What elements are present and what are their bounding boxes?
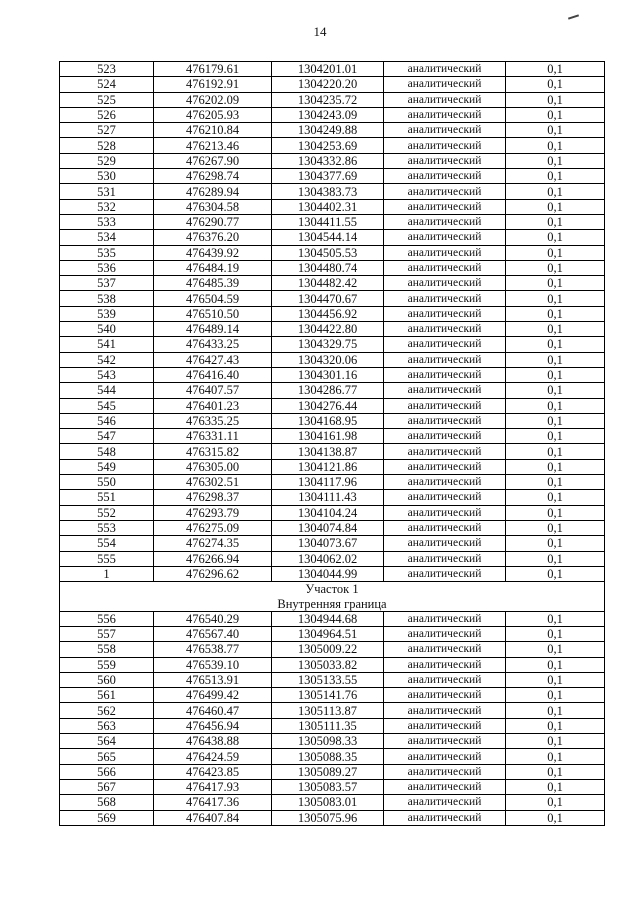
- x-coordinate-cell: 476540.29: [154, 611, 272, 626]
- x-coordinate-cell: 476438.88: [154, 734, 272, 749]
- point-number-cell: 531: [60, 184, 154, 199]
- method-cell: аналитический: [384, 291, 506, 306]
- method-cell: аналитический: [384, 551, 506, 566]
- table-row: [60, 536, 605, 551]
- y-coordinate-cell: 1304117.96: [272, 475, 384, 490]
- point-number-cell: 560: [60, 672, 154, 687]
- y-coordinate-cell: 1305089.27: [272, 764, 384, 779]
- point-number-cell: 557: [60, 626, 154, 641]
- x-coordinate-cell: 476179.61: [154, 62, 272, 77]
- y-coordinate-cell: 1304121.86: [272, 459, 384, 474]
- accuracy-cell: 0,1: [506, 352, 605, 367]
- y-coordinate-cell: 1305009.22: [272, 642, 384, 657]
- accuracy-cell: 0,1: [506, 214, 605, 229]
- point-number-cell: 567: [60, 779, 154, 794]
- table-row: [60, 642, 605, 657]
- method-cell: аналитический: [384, 718, 506, 733]
- x-coordinate-cell: 476567.40: [154, 626, 272, 641]
- accuracy-cell: 0,1: [506, 795, 605, 810]
- accuracy-cell: 0,1: [506, 398, 605, 413]
- y-coordinate-cell: 1304456.92: [272, 306, 384, 321]
- table-row: [60, 734, 605, 749]
- point-number-cell: 547: [60, 429, 154, 444]
- y-coordinate-cell: 1304944.68: [272, 611, 384, 626]
- accuracy-cell: 0,1: [506, 536, 605, 551]
- table-row: [60, 718, 605, 733]
- y-coordinate-cell: 1304377.69: [272, 169, 384, 184]
- method-cell: аналитический: [384, 398, 506, 413]
- y-coordinate-cell: 1305098.33: [272, 734, 384, 749]
- table-row: [60, 611, 605, 626]
- method-cell: аналитический: [384, 779, 506, 794]
- method-cell: аналитический: [384, 367, 506, 382]
- method-cell: аналитический: [384, 520, 506, 535]
- accuracy-cell: 0,1: [506, 92, 605, 107]
- method-cell: аналитический: [384, 199, 506, 214]
- y-coordinate-cell: 1304104.24: [272, 505, 384, 520]
- point-number-cell: 564: [60, 734, 154, 749]
- method-cell: аналитический: [384, 657, 506, 672]
- method-cell: аналитический: [384, 352, 506, 367]
- table-row: [60, 383, 605, 398]
- method-cell: аналитический: [384, 672, 506, 687]
- method-cell: аналитический: [384, 322, 506, 337]
- table-row: [60, 62, 605, 77]
- y-coordinate-cell: 1304422.80: [272, 322, 384, 337]
- point-number-cell: 545: [60, 398, 154, 413]
- point-number-cell: 556: [60, 611, 154, 626]
- y-coordinate-cell: 1304505.53: [272, 245, 384, 260]
- point-number-cell: 539: [60, 306, 154, 321]
- y-coordinate-cell: 1304383.73: [272, 184, 384, 199]
- x-coordinate-cell: 476513.91: [154, 672, 272, 687]
- point-number-cell: 541: [60, 337, 154, 352]
- method-cell: аналитический: [384, 459, 506, 474]
- accuracy-cell: 0,1: [506, 123, 605, 138]
- method-cell: аналитический: [384, 795, 506, 810]
- table-top-body: [60, 62, 605, 582]
- x-coordinate-cell: 476274.35: [154, 536, 272, 551]
- x-coordinate-cell: 476298.74: [154, 169, 272, 184]
- y-coordinate-cell: 1304402.31: [272, 199, 384, 214]
- x-coordinate-cell: 476298.37: [154, 490, 272, 505]
- point-number-cell: 532: [60, 199, 154, 214]
- table-row: [60, 138, 605, 153]
- point-number-cell: 524: [60, 77, 154, 92]
- point-number-cell: 565: [60, 749, 154, 764]
- x-coordinate-cell: 476484.19: [154, 260, 272, 275]
- x-coordinate-cell: 476489.14: [154, 322, 272, 337]
- x-coordinate-cell: 476289.94: [154, 184, 272, 199]
- y-coordinate-cell: 1305113.87: [272, 703, 384, 718]
- accuracy-cell: 0,1: [506, 551, 605, 566]
- y-coordinate-cell: 1304544.14: [272, 230, 384, 245]
- table-row: [60, 672, 605, 687]
- table-row: [60, 260, 605, 275]
- table-row: [60, 77, 605, 92]
- y-coordinate-cell: 1304320.06: [272, 352, 384, 367]
- table-row: [60, 107, 605, 122]
- x-coordinate-cell: 476205.93: [154, 107, 272, 122]
- y-coordinate-cell: 1304276.44: [272, 398, 384, 413]
- x-coordinate-cell: 476401.23: [154, 398, 272, 413]
- point-number-cell: 538: [60, 291, 154, 306]
- point-number-cell: 544: [60, 383, 154, 398]
- y-coordinate-cell: 1304329.75: [272, 337, 384, 352]
- x-coordinate-cell: 476213.46: [154, 138, 272, 153]
- method-cell: аналитический: [384, 230, 506, 245]
- table-row: [60, 749, 605, 764]
- table-row: [60, 764, 605, 779]
- x-coordinate-cell: 476416.40: [154, 367, 272, 382]
- accuracy-cell: 0,1: [506, 749, 605, 764]
- y-coordinate-cell: 1304220.20: [272, 77, 384, 92]
- accuracy-cell: 0,1: [506, 657, 605, 672]
- table-row: [60, 337, 605, 352]
- point-number-cell: 559: [60, 657, 154, 672]
- table-row: [60, 413, 605, 428]
- x-coordinate-cell: 476538.77: [154, 642, 272, 657]
- accuracy-cell: 0,1: [506, 734, 605, 749]
- method-cell: аналитический: [384, 169, 506, 184]
- table-row: [60, 810, 605, 825]
- x-coordinate-cell: 476424.59: [154, 749, 272, 764]
- point-number-cell: 549: [60, 459, 154, 474]
- accuracy-cell: 0,1: [506, 337, 605, 352]
- point-number-cell: 562: [60, 703, 154, 718]
- accuracy-cell: 0,1: [506, 459, 605, 474]
- accuracy-cell: 0,1: [506, 169, 605, 184]
- point-number-cell: 536: [60, 260, 154, 275]
- table-row: [60, 459, 605, 474]
- accuracy-cell: 0,1: [506, 626, 605, 641]
- point-number-cell: 563: [60, 718, 154, 733]
- accuracy-cell: 0,1: [506, 688, 605, 703]
- point-number-cell: 527: [60, 123, 154, 138]
- y-coordinate-cell: 1304411.55: [272, 214, 384, 229]
- y-coordinate-cell: 1304161.98: [272, 429, 384, 444]
- x-coordinate-cell: 476427.43: [154, 352, 272, 367]
- point-number-cell: 523: [60, 62, 154, 77]
- y-coordinate-cell: 1304062.02: [272, 551, 384, 566]
- x-coordinate-cell: 476192.91: [154, 77, 272, 92]
- x-coordinate-cell: 476417.93: [154, 779, 272, 794]
- point-number-cell: 554: [60, 536, 154, 551]
- table-row: [60, 276, 605, 291]
- accuracy-cell: 0,1: [506, 718, 605, 733]
- method-cell: аналитический: [384, 62, 506, 77]
- method-cell: аналитический: [384, 444, 506, 459]
- point-number-cell: 569: [60, 810, 154, 825]
- accuracy-cell: 0,1: [506, 413, 605, 428]
- point-number-cell: 534: [60, 230, 154, 245]
- table-row: [60, 306, 605, 321]
- y-coordinate-cell: 1304074.84: [272, 520, 384, 535]
- table-row: [60, 123, 605, 138]
- table-row: [60, 398, 605, 413]
- accuracy-cell: 0,1: [506, 611, 605, 626]
- y-coordinate-cell: 1304235.72: [272, 92, 384, 107]
- y-coordinate-cell: 1305088.35: [272, 749, 384, 764]
- point-number-cell: 561: [60, 688, 154, 703]
- table-row: [60, 551, 605, 566]
- table-row: [60, 657, 605, 672]
- method-cell: аналитический: [384, 688, 506, 703]
- point-number-cell: 529: [60, 153, 154, 168]
- point-number-cell: 548: [60, 444, 154, 459]
- scan-mark: [568, 14, 579, 19]
- method-cell: аналитический: [384, 734, 506, 749]
- accuracy-cell: 0,1: [506, 62, 605, 77]
- x-coordinate-cell: 476439.92: [154, 245, 272, 260]
- y-coordinate-cell: 1304253.69: [272, 138, 384, 153]
- x-coordinate-cell: 476304.58: [154, 199, 272, 214]
- method-cell: аналитический: [384, 245, 506, 260]
- accuracy-cell: 0,1: [506, 245, 605, 260]
- method-cell: аналитический: [384, 77, 506, 92]
- y-coordinate-cell: 1305141.76: [272, 688, 384, 703]
- x-coordinate-cell: 476407.57: [154, 383, 272, 398]
- table-row: [60, 475, 605, 490]
- accuracy-cell: 0,1: [506, 672, 605, 687]
- point-number-cell: 540: [60, 322, 154, 337]
- point-number-cell: 533: [60, 214, 154, 229]
- x-coordinate-cell: 476456.94: [154, 718, 272, 733]
- x-coordinate-cell: 476460.47: [154, 703, 272, 718]
- y-coordinate-cell: 1305111.35: [272, 718, 384, 733]
- method-cell: аналитический: [384, 153, 506, 168]
- x-coordinate-cell: 476485.39: [154, 276, 272, 291]
- method-cell: аналитический: [384, 642, 506, 657]
- point-number-cell: 525: [60, 92, 154, 107]
- point-number-cell: 558: [60, 642, 154, 657]
- method-cell: аналитический: [384, 536, 506, 551]
- method-cell: аналитический: [384, 611, 506, 626]
- method-cell: аналитический: [384, 337, 506, 352]
- accuracy-cell: 0,1: [506, 520, 605, 535]
- x-coordinate-cell: 476504.59: [154, 291, 272, 306]
- accuracy-cell: 0,1: [506, 260, 605, 275]
- x-coordinate-cell: 476407.84: [154, 810, 272, 825]
- accuracy-cell: 0,1: [506, 642, 605, 657]
- accuracy-cell: 0,1: [506, 138, 605, 153]
- y-coordinate-cell: 1304044.99: [272, 566, 384, 581]
- y-coordinate-cell: 1304286.77: [272, 383, 384, 398]
- table-row: [60, 230, 605, 245]
- table-row: [60, 245, 605, 260]
- y-coordinate-cell: 1304073.67: [272, 536, 384, 551]
- accuracy-cell: 0,1: [506, 291, 605, 306]
- accuracy-cell: 0,1: [506, 107, 605, 122]
- method-cell: аналитический: [384, 429, 506, 444]
- table-row: [60, 626, 605, 641]
- method-cell: аналитический: [384, 306, 506, 321]
- accuracy-cell: 0,1: [506, 77, 605, 92]
- y-coordinate-cell: 1305083.57: [272, 779, 384, 794]
- method-cell: аналитический: [384, 260, 506, 275]
- accuracy-cell: 0,1: [506, 703, 605, 718]
- y-coordinate-cell: 1304111.43: [272, 490, 384, 505]
- coordinates-table: [59, 61, 605, 826]
- y-coordinate-cell: 1304138.87: [272, 444, 384, 459]
- method-cell: аналитический: [384, 138, 506, 153]
- point-number-cell: 566: [60, 764, 154, 779]
- point-number-cell: 550: [60, 475, 154, 490]
- x-coordinate-cell: 476417.36: [154, 795, 272, 810]
- y-coordinate-cell: 1305133.55: [272, 672, 384, 687]
- method-cell: аналитический: [384, 276, 506, 291]
- table-row: [60, 322, 605, 337]
- x-coordinate-cell: 476267.90: [154, 153, 272, 168]
- table-row: [60, 153, 605, 168]
- x-coordinate-cell: 476510.50: [154, 306, 272, 321]
- method-cell: аналитический: [384, 413, 506, 428]
- accuracy-cell: 0,1: [506, 779, 605, 794]
- point-number-cell: 528: [60, 138, 154, 153]
- accuracy-cell: 0,1: [506, 199, 605, 214]
- table-row: [60, 520, 605, 535]
- point-number-cell: 530: [60, 169, 154, 184]
- x-coordinate-cell: 476275.09: [154, 520, 272, 535]
- x-coordinate-cell: 476315.82: [154, 444, 272, 459]
- table-row: [60, 703, 605, 718]
- point-number-cell: 555: [60, 551, 154, 566]
- y-coordinate-cell: 1304470.67: [272, 291, 384, 306]
- section-header: [60, 582, 605, 612]
- table-row: [60, 291, 605, 306]
- table-row: [60, 352, 605, 367]
- y-coordinate-cell: 1304249.88: [272, 123, 384, 138]
- x-coordinate-cell: 476499.42: [154, 688, 272, 703]
- x-coordinate-cell: 476266.94: [154, 551, 272, 566]
- y-coordinate-cell: 1305083.01: [272, 795, 384, 810]
- y-coordinate-cell: 1304482.42: [272, 276, 384, 291]
- method-cell: аналитический: [384, 92, 506, 107]
- table-row: [60, 169, 605, 184]
- table-row: [60, 505, 605, 520]
- accuracy-cell: 0,1: [506, 566, 605, 581]
- table-row: [60, 214, 605, 229]
- x-coordinate-cell: 476290.77: [154, 214, 272, 229]
- table-row: [60, 688, 605, 703]
- point-number-cell: 553: [60, 520, 154, 535]
- point-number-cell: 1: [60, 566, 154, 581]
- accuracy-cell: 0,1: [506, 184, 605, 199]
- table-row: [60, 92, 605, 107]
- accuracy-cell: 0,1: [506, 475, 605, 490]
- y-coordinate-cell: 1304480.74: [272, 260, 384, 275]
- y-coordinate-cell: 1304201.01: [272, 62, 384, 77]
- table-row: [60, 795, 605, 810]
- point-number-cell: 546: [60, 413, 154, 428]
- table-row: [60, 490, 605, 505]
- y-coordinate-cell: 1304243.09: [272, 107, 384, 122]
- method-cell: аналитический: [384, 383, 506, 398]
- point-number-cell: 526: [60, 107, 154, 122]
- table-row: [60, 779, 605, 794]
- accuracy-cell: 0,1: [506, 383, 605, 398]
- method-cell: аналитический: [384, 475, 506, 490]
- point-number-cell: 568: [60, 795, 154, 810]
- x-coordinate-cell: 476376.20: [154, 230, 272, 245]
- y-coordinate-cell: 1305033.82: [272, 657, 384, 672]
- accuracy-cell: 0,1: [506, 306, 605, 321]
- y-coordinate-cell: 1304301.16: [272, 367, 384, 382]
- accuracy-cell: 0,1: [506, 230, 605, 245]
- method-cell: аналитический: [384, 749, 506, 764]
- x-coordinate-cell: 476296.62: [154, 566, 272, 581]
- section-title: Участок 1: [60, 582, 605, 597]
- point-number-cell: 537: [60, 276, 154, 291]
- x-coordinate-cell: 476539.10: [154, 657, 272, 672]
- x-coordinate-cell: 476433.25: [154, 337, 272, 352]
- table-bottom-body: [60, 611, 605, 825]
- table-row: [60, 566, 605, 581]
- table-row: [60, 444, 605, 459]
- point-number-cell: 542: [60, 352, 154, 367]
- x-coordinate-cell: 476423.85: [154, 764, 272, 779]
- x-coordinate-cell: 476302.51: [154, 475, 272, 490]
- method-cell: аналитический: [384, 214, 506, 229]
- y-coordinate-cell: 1305075.96: [272, 810, 384, 825]
- table-row: [60, 199, 605, 214]
- x-coordinate-cell: 476210.84: [154, 123, 272, 138]
- method-cell: аналитический: [384, 107, 506, 122]
- accuracy-cell: 0,1: [506, 810, 605, 825]
- table-row: [60, 367, 605, 382]
- accuracy-cell: 0,1: [506, 153, 605, 168]
- point-number-cell: 543: [60, 367, 154, 382]
- point-number-cell: 535: [60, 245, 154, 260]
- accuracy-cell: 0,1: [506, 490, 605, 505]
- section-subtitle: Внутренняя граница: [60, 596, 605, 611]
- method-cell: аналитический: [384, 490, 506, 505]
- x-coordinate-cell: 476202.09: [154, 92, 272, 107]
- y-coordinate-cell: 1304168.95: [272, 413, 384, 428]
- x-coordinate-cell: 476335.25: [154, 413, 272, 428]
- accuracy-cell: 0,1: [506, 444, 605, 459]
- method-cell: аналитический: [384, 566, 506, 581]
- method-cell: аналитический: [384, 764, 506, 779]
- x-coordinate-cell: 476331.11: [154, 429, 272, 444]
- accuracy-cell: 0,1: [506, 367, 605, 382]
- x-coordinate-cell: 476305.00: [154, 459, 272, 474]
- page-number: 14: [313, 24, 327, 39]
- table-row: [60, 184, 605, 199]
- y-coordinate-cell: 1304332.86: [272, 153, 384, 168]
- method-cell: аналитический: [384, 703, 506, 718]
- y-coordinate-cell: 1304964.51: [272, 626, 384, 641]
- method-cell: аналитический: [384, 123, 506, 138]
- accuracy-cell: 0,1: [506, 505, 605, 520]
- accuracy-cell: 0,1: [506, 429, 605, 444]
- method-cell: аналитический: [384, 810, 506, 825]
- method-cell: аналитический: [384, 505, 506, 520]
- accuracy-cell: 0,1: [506, 322, 605, 337]
- x-coordinate-cell: 476293.79: [154, 505, 272, 520]
- method-cell: аналитический: [384, 626, 506, 641]
- method-cell: аналитический: [384, 184, 506, 199]
- accuracy-cell: 0,1: [506, 276, 605, 291]
- point-number-cell: 551: [60, 490, 154, 505]
- accuracy-cell: 0,1: [506, 764, 605, 779]
- table-row: [60, 429, 605, 444]
- point-number-cell: 552: [60, 505, 154, 520]
